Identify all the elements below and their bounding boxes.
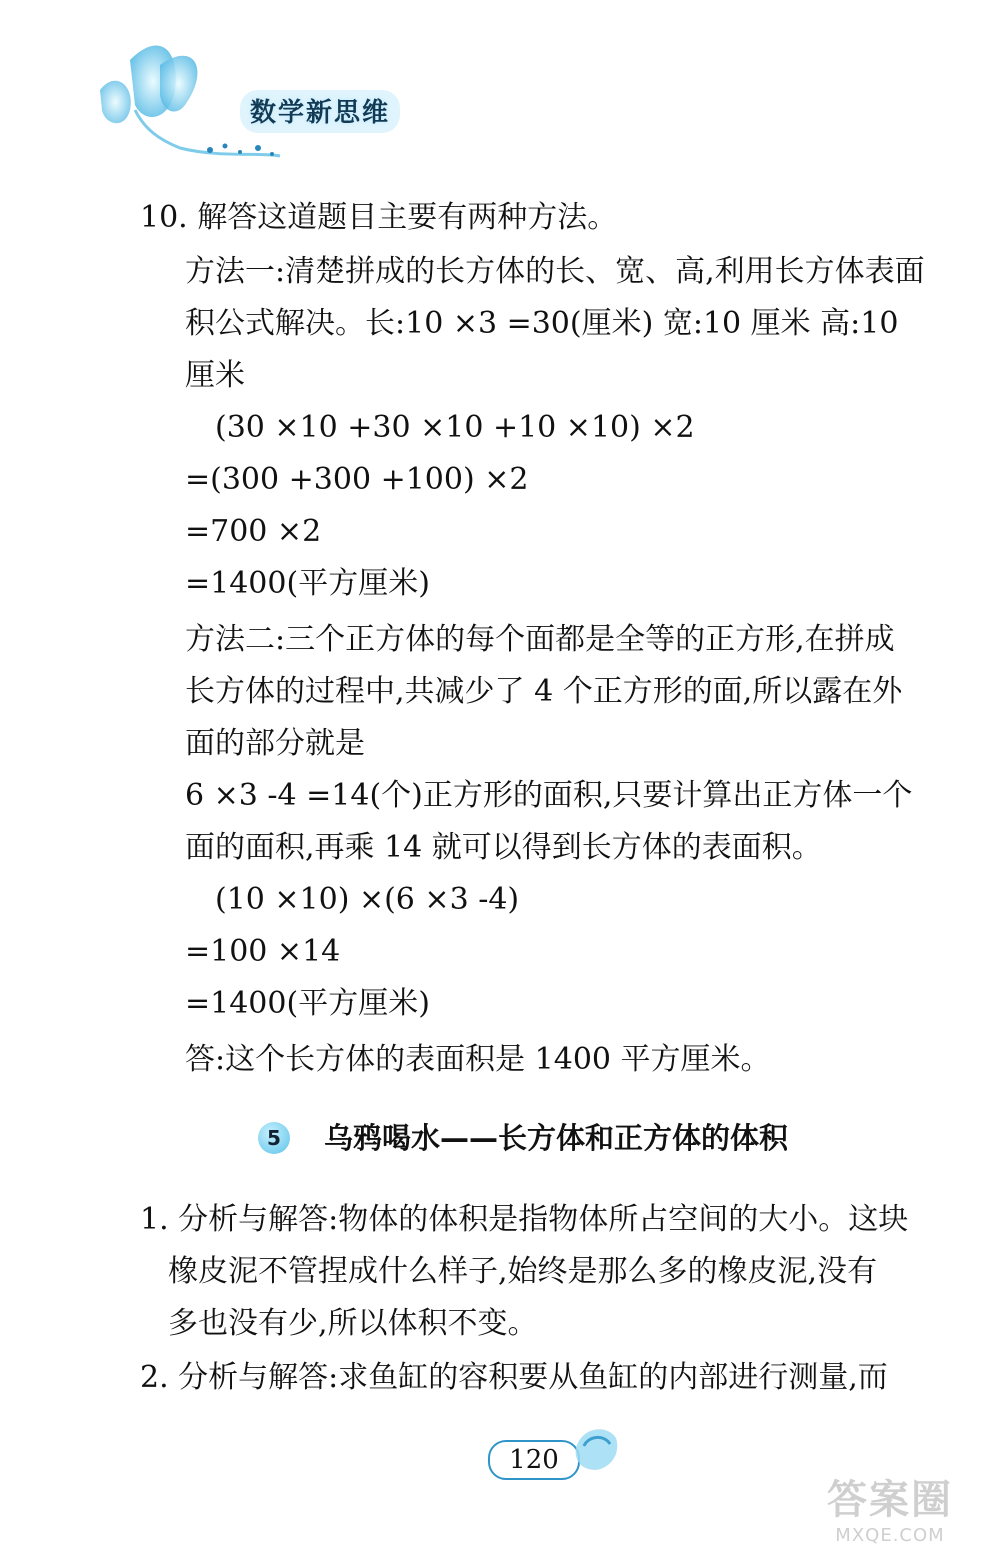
q10-method2-line1: 方法二:三个正方体的每个面都是全等的正方形,在拼成 — [185, 622, 895, 657]
q10-method1-expr2: =(300 +300 +100) ×2 — [185, 462, 529, 497]
s5-q1-line1: 1. 分析与解答:物体的体积是指物体所占空间的大小。这块 — [140, 1202, 909, 1237]
header-title: 数学新思维 — [240, 90, 400, 133]
q10-method2-line5: 面的面积,再乘 14 就可以得到长方体的表面积。 — [185, 830, 822, 865]
water-cup-icon — [566, 1418, 626, 1478]
q10-method2-expr3: =1400(平方厘米) — [185, 986, 430, 1021]
q10-method1-expr4: =1400(平方厘米) — [185, 566, 430, 601]
q10-method2-expr2: =100 ×14 — [185, 934, 341, 969]
q10-heading: 10. 解答这道题目主要有两种方法。 — [140, 200, 618, 235]
s5-q1-line3: 多也没有少,所以体积不变。 — [168, 1306, 538, 1341]
q10-method2-expr1: (10 ×10) ×(6 ×3 -4) — [215, 882, 520, 917]
watermark-top: 答案圈 — [827, 1477, 953, 1523]
q10-method1-line3: 厘米 — [185, 358, 245, 393]
s5-q1-line2: 橡皮泥不管捏成什么样子,始终是那么多的橡皮泥,没有 — [168, 1254, 878, 1289]
q10-method1-line2: 积公式解决。长:10 ×3 =30(厘米) 宽:10 厘米 高:10 — [185, 306, 899, 341]
watermark-bottom: MXQE.COM — [835, 1525, 945, 1546]
q10-answer: 答:这个长方体的表面积是 1400 平方厘米。 — [185, 1042, 771, 1077]
q10-method2-line4: 6 ×3 -4 =14(个)正方形的面积,只要计算出正方体一个 — [185, 778, 913, 813]
s5-q2-line1: 2. 分析与解答:求鱼缸的容积要从鱼缸的内部进行测量,而 — [140, 1360, 888, 1395]
section-number-badge: 5 — [258, 1122, 290, 1154]
q10-method1-expr1: (30 ×10 +30 ×10 +10 ×10) ×2 — [215, 410, 695, 445]
q10-method2-line3: 面的部分就是 — [185, 726, 365, 761]
q10-method2-line2: 长方体的过程中,共减少了 4 个正方形的面,所以露在外 — [185, 674, 903, 709]
q10-method1-expr3: =700 ×2 — [185, 514, 322, 549]
watermark — [810, 1468, 970, 1546]
section-title: 乌鸦喝水——长方体和正方体的体积 — [324, 1121, 789, 1155]
page-number: 120 — [488, 1440, 580, 1480]
q10-method1-line1: 方法一:清楚拼成的长方体的长、宽、高,利用长方体表面 — [185, 254, 925, 289]
